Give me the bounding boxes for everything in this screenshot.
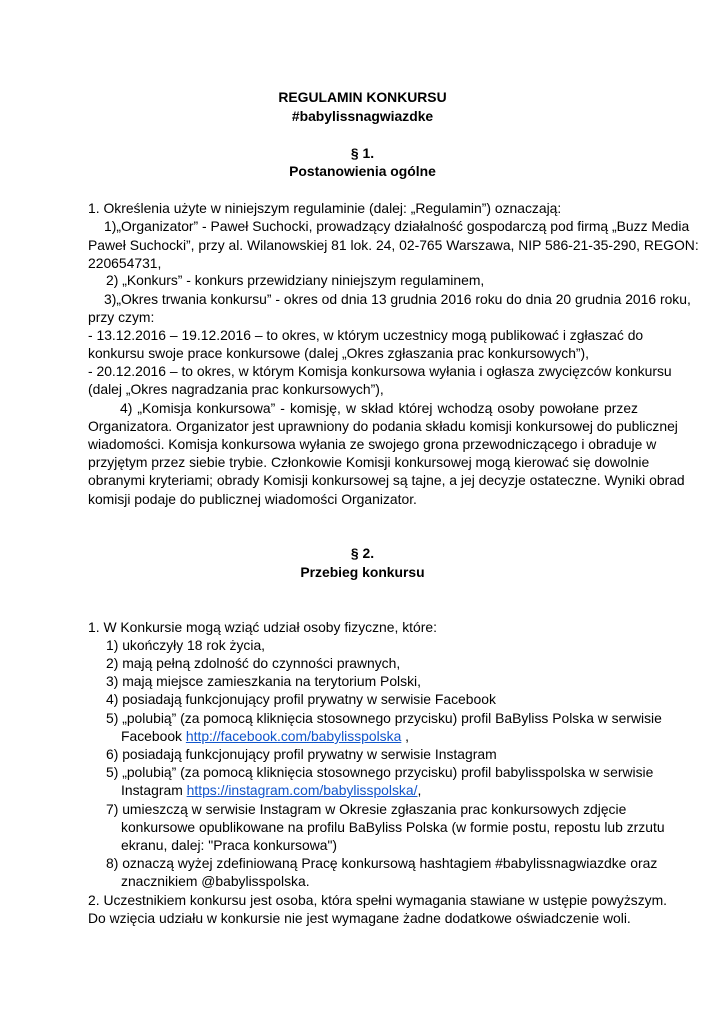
s2-list-item: 4) posiadają funkcjonujący profil prywatny w serwisie Facebook bbox=[106, 691, 496, 707]
s2-line: 2. Uczestnikiem konkursu jest osoba, która spełni wymagania stawiane w ustępie powyższym. bbox=[88, 892, 668, 908]
s2-line: 1. W Konkursie mogą wziąć udział osoby fizyczne, które: bbox=[88, 619, 437, 635]
s2-list-item: 3) mają miejsce zamieszkania na terytorium Polski, bbox=[106, 673, 421, 689]
document-title: REGULAMIN KONKURSU bbox=[278, 89, 447, 105]
s2-list-item: konkursowe opublikowane na profilu BaByliss Polska (w formie postu, repostu lub zrzutu bbox=[121, 819, 665, 835]
s2-list-item bbox=[121, 727, 409, 745]
s1-line: konkursu swoje prace konkursowe (dalej „Okres zgłaszania prac konkursowych”), bbox=[88, 345, 590, 361]
s2-list-item bbox=[121, 781, 421, 799]
s2-text: Facebook bbox=[121, 728, 186, 744]
s2-list-item: 6) posiadają funkcjonujący profil prywatny w serwisie Instagram bbox=[106, 746, 497, 762]
s1-line: obranymi kryteriami; obrady Komisji konkursowej są tajne, a jej decyzje ostateczne. Wyniki obrad bbox=[88, 472, 685, 488]
section-2-number: § 2. bbox=[350, 545, 375, 561]
s2-text: , bbox=[401, 728, 410, 744]
s1-line: 220654731, bbox=[88, 255, 162, 271]
s1-line: przy czym: bbox=[88, 309, 155, 325]
s1-line: 4) „Komisja konkursowa” - komisję, w skład której wchodzą osoby powołane przez bbox=[120, 400, 638, 416]
s2-list-item: 8) oznaczą wyżej zdefiniowaną Pracę konkursową hashtagiem #babylissnagwiazdke oraz bbox=[106, 855, 658, 871]
section-1-number: § 1. bbox=[350, 145, 375, 161]
s2-line: Do wzięcia udziału w konkursie nie jest wymagane żadne dodatkowe oświadczenie woli. bbox=[88, 910, 631, 926]
s1-line: - 13.12.2016 – 19.12.2016 – to okres, w którym uczestnicy mogą publikować i zgłaszać do bbox=[88, 327, 644, 343]
s1-line: - 20.12.2016 – to okres, w którym Komisja konkursowa wyłania i ogłasza zwycięzców konkursu bbox=[88, 363, 672, 379]
s1-line: Paweł Suchocki”, przy al. Wilanowskiej 81 lok. 24, 02-765 Warszawa, NIP 586-21-35-290, REGON: bbox=[88, 237, 699, 253]
s1-line: 1)„Organizator” - Paweł Suchocki, prowadzący działalność gospodarczą pod firmą „Buzz Media bbox=[104, 218, 690, 234]
s2-list-item: 2) mają pełną zdolność do czynności prawnych, bbox=[106, 655, 401, 671]
s1-line: 3)„Okres trwania konkursu” - okres od dnia 13 grudnia 2016 roku do dnia 20 grudnia 2016 roku, bbox=[104, 291, 691, 307]
s2-list-item: 5) „polubią” (za pomocą kliknięcia stosownego przycisku) profil babylisspolska w serwisie bbox=[106, 764, 654, 780]
s1-line: 2) „Konkurs” - konkurs przewidziany niniejszym regulaminem, bbox=[106, 272, 485, 288]
s2-text: , bbox=[417, 782, 422, 798]
s2-text: Instagram bbox=[121, 782, 187, 798]
s2-list-item: 1) ukończyły 18 rok życia, bbox=[106, 637, 266, 653]
s2-list-item: znacznikiem @babylisspolska. bbox=[121, 873, 310, 889]
document-hashtag: #babylissnagwiazdke bbox=[291, 108, 434, 124]
s2-list-item: 5) „polubią” (za pomocą kliknięcia stosownego przycisku) profil BaByliss Polska w serwisie bbox=[106, 710, 662, 726]
s1-line: (dalej „Okres nagradzania prac konkursowych”), bbox=[88, 381, 384, 397]
section-2-title: Przebieg konkursu bbox=[300, 564, 425, 580]
facebook-link[interactable]: http://facebook.com/babylisspolska bbox=[185, 728, 402, 744]
s1-line: przyjętym przez siebie trybie. Członkowie Komisji konkursowej mogą kierować się dowolnie bbox=[88, 454, 650, 470]
s1-line: wiadomości. Komisja konkursowa wyłania ze swojego grona przewodniczącego i obraduje w bbox=[88, 436, 657, 452]
s2-list-item: 7) umieszczą w serwisie Instagram w Okresie zgłaszania prac konkursowych zdjęcie bbox=[106, 801, 627, 817]
s1-line: 1. Określenia użyte w niniejszym regulaminie (dalej: „Regulamin”) oznaczają: bbox=[88, 200, 562, 216]
s1-line: komisji podaje do publicznej wiadomości Organizator. bbox=[88, 491, 417, 507]
section-1-title: Postanowienia ogólne bbox=[289, 163, 436, 179]
s2-list-item: ekranu, dalej: "Praca konkursowa") bbox=[121, 837, 338, 853]
s1-line: Organizatora. Organizator jest uprawniony do podania składu komisji konkursowej do publicznej bbox=[88, 418, 678, 434]
instagram-link[interactable]: https://instagram.com/babylisspolska/ bbox=[186, 782, 418, 798]
